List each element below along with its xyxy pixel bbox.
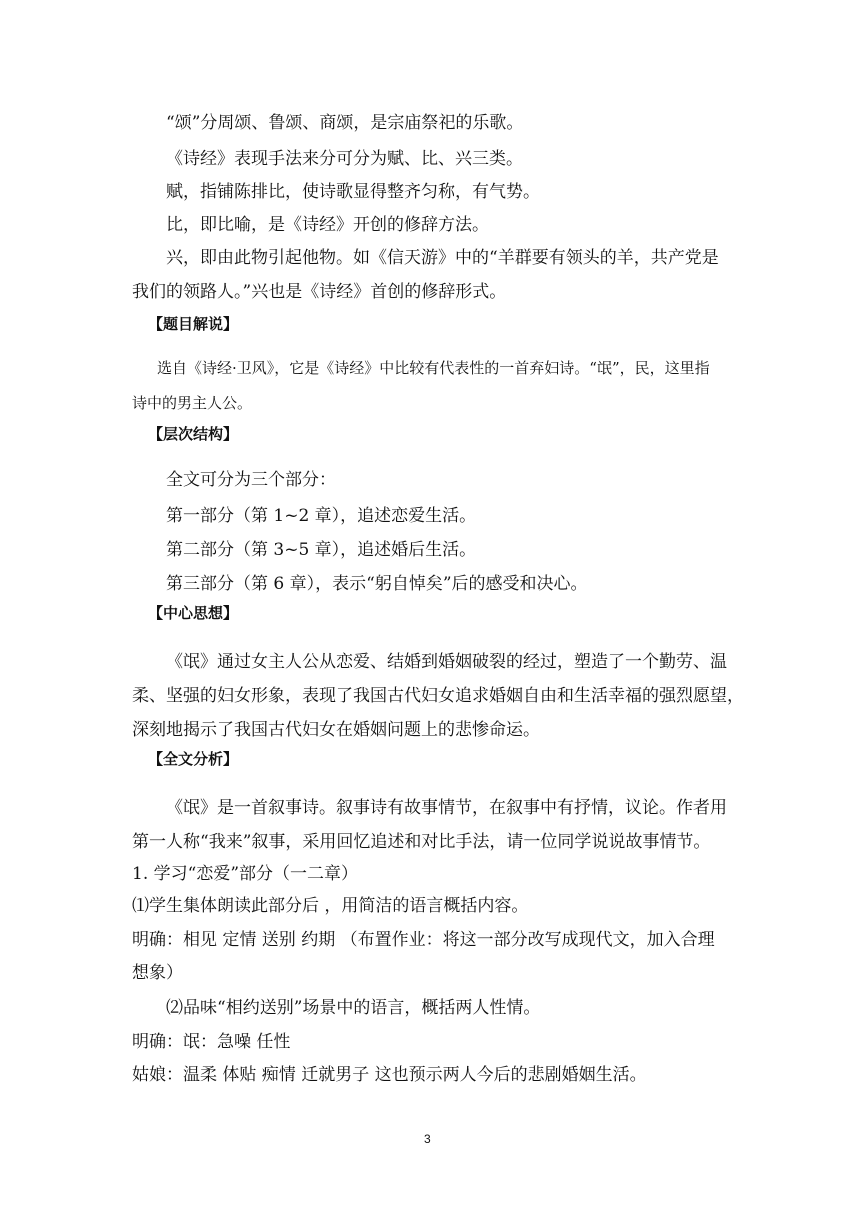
paragraph-line: 第一人称“我来”叙事，采用回忆追述和对比手法，请一位同学说说故事情节。 bbox=[132, 832, 711, 852]
paragraph-line: 《诗经》表现手法来分可分为赋、比、兴三类。 bbox=[166, 149, 523, 169]
paragraph-line: ⑴学生集体朗读此部分后 ，用简洁的语言概括内容。 bbox=[132, 896, 529, 916]
section-heading-analysis: 【全文分析】 bbox=[148, 750, 239, 768]
paragraph-line: 1. 学习“恋爱”部分（一二章） bbox=[132, 864, 359, 884]
paragraph-line: 明确：相见 定情 送别 约期 （布置作业：将这一部分改写成现代文，加入合理 bbox=[132, 930, 715, 950]
paragraph-line: 兴，即由此物引起他物。如《信天游》中的“羊群要有领头的羊，共产党是 bbox=[166, 248, 719, 268]
paragraph-line: 深刻地揭示了我国古代妇女在婚姻问题上的悲惨命运。 bbox=[132, 720, 540, 740]
paragraph-line: 第二部分（第 3~5 章），追述婚后生活。 bbox=[166, 540, 477, 560]
paragraph-line: 明确：氓：急噪 任性 bbox=[132, 1032, 291, 1052]
paragraph-line: 全文可分为三个部分： bbox=[166, 470, 336, 490]
paragraph-line: 诗中的男主人公。 bbox=[132, 394, 253, 412]
paragraph-line: ⑵品味“相约送别”场景中的语言，概括两人性情。 bbox=[166, 998, 541, 1018]
paragraph-line: “颂”分周颂、鲁颂、商颂，是宗庙祭祀的乐歌。 bbox=[166, 113, 524, 133]
section-heading-structure: 【层次结构】 bbox=[148, 425, 239, 443]
paragraph-line: 想象） bbox=[132, 963, 183, 983]
section-heading-central-idea: 【中心思想】 bbox=[148, 604, 239, 622]
page-number: 3 bbox=[424, 1132, 431, 1146]
paragraph-line: 《氓》是一首叙事诗。叙事诗有故事情节，在叙事中有抒情，议论。作者用 bbox=[166, 798, 727, 818]
paragraph-line: 柔、坚强的妇女形象，表现了我国古代妇女追求婚姻自由和生活幸福的强烈愿望， bbox=[132, 686, 744, 706]
paragraph-line: 第一部分（第 1~2 章），追述恋爱生活。 bbox=[166, 506, 477, 526]
paragraph-line: 比，即比喻，是《诗经》开创的修辞方法。 bbox=[166, 215, 489, 235]
section-heading-title-explain: 【题目解说】 bbox=[148, 315, 239, 333]
paragraph-line: 赋，指铺陈排比，使诗歌显得整齐匀称，有气势。 bbox=[166, 182, 540, 202]
paragraph-line: 我们的领路人。”兴也是《诗经》首创的修辞形式。 bbox=[132, 282, 507, 302]
paragraph-line: 选自《诗经·卫风》，它是《诗经》中比较有代表性的一首弃妇诗。“氓”，民，这里指 bbox=[157, 359, 710, 377]
paragraph-line: 姑娘：温柔 体贴 痴情 迁就男子 这也预示两人今后的悲剧婚姻生活。 bbox=[132, 1065, 647, 1085]
paragraph-line: 第三部分（第 6 章），表示“躬自悼矣”后的感受和决心。 bbox=[166, 574, 588, 594]
paragraph-line: 《氓》通过女主人公从恋爱、结婚到婚姻破裂的经过，塑造了一个勤劳、温 bbox=[166, 652, 727, 672]
